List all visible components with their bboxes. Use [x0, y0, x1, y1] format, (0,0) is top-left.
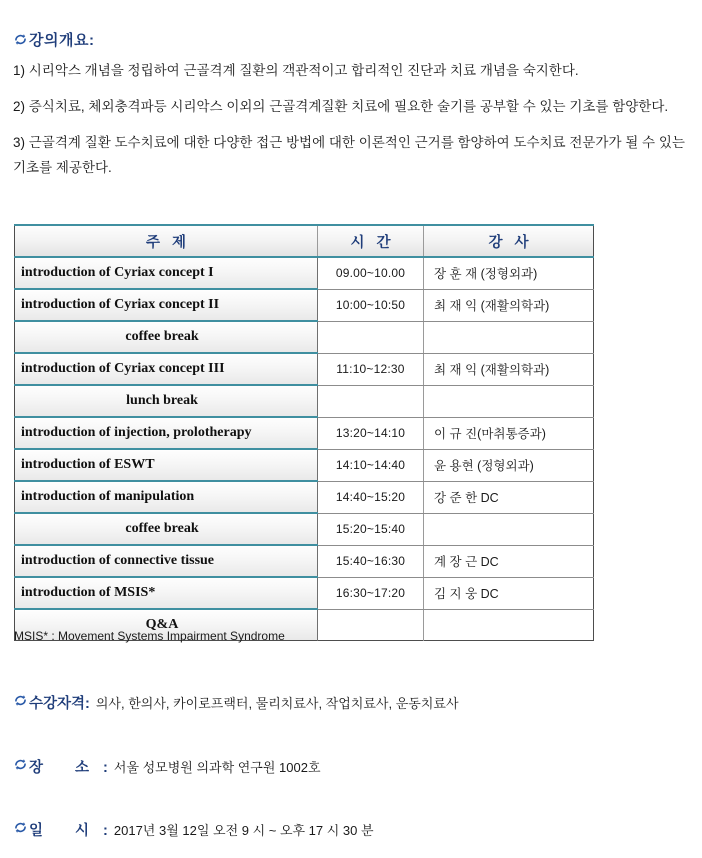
- cell-speaker: [424, 609, 594, 641]
- cell-time: 09.00~10.00: [318, 257, 424, 289]
- cell-time: [318, 609, 424, 641]
- info-value-datetime: 2017년 3월 12일 오전 9 시 ~ 오후 17 시 30 분: [113, 823, 374, 838]
- info-colon: :: [85, 696, 90, 712]
- info-value-eligibility: 의사, 한의사, 카이로프랙터, 물리치료사, 작업치료사, 운동치료사: [95, 696, 459, 711]
- table-row: [15, 481, 594, 513]
- column-header-subject: 주 제: [15, 225, 318, 257]
- table-footnote: MSIS* : Movement Systems Impairment Syndrome: [14, 629, 285, 643]
- cell-subject: lunch break: [15, 385, 318, 417]
- table-row: [15, 257, 594, 289]
- info-colon: :: [103, 823, 108, 839]
- info-colon: :: [103, 760, 108, 776]
- info-label-eligibility: 수강자격: [29, 696, 86, 712]
- cell-subject: Q&A: [15, 609, 318, 641]
- info-line-datetime: [13, 819, 374, 840]
- table-row: [15, 289, 594, 321]
- cell-subject: introduction of Cyriax concept III: [15, 353, 318, 385]
- table-row: [15, 513, 594, 545]
- cell-subject: coffee break: [15, 513, 318, 545]
- table-row: [15, 417, 594, 449]
- info-line-venue: [13, 756, 321, 777]
- cell-time: 15:40~16:30: [318, 545, 424, 577]
- circular-arrow-icon: [13, 693, 28, 708]
- overview-heading-label: 강의개요:: [29, 32, 95, 49]
- cell-subject: introduction of ESWT: [15, 449, 318, 481]
- cell-subject: introduction of connective tissue: [15, 545, 318, 577]
- cell-speaker: 장 훈 재 (정형외과): [424, 257, 594, 289]
- cell-speaker: 계 장 근 DC: [424, 545, 594, 577]
- cell-time: 13:20~14:10: [318, 417, 424, 449]
- circular-arrow-icon: [13, 820, 28, 835]
- info-label-datetime: 일 시: [29, 823, 104, 839]
- cell-time: [318, 385, 424, 417]
- cell-speaker: 최 재 익 (재활의학과): [424, 353, 594, 385]
- overview-item: 3) 근골격계 질환 도수치료에 대한 다양한 접근 방법에 대한 이론적인 근거를 함양하여 도수치료 전문가가 될 수 있는 기초를 제공한다.: [13, 135, 685, 175]
- cell-subject: introduction of MSIS*: [15, 577, 318, 609]
- info-label-venue: 장 소: [29, 760, 104, 776]
- cell-time: 14:10~14:40: [318, 449, 424, 481]
- column-header-time: 시 간: [318, 225, 424, 257]
- table-row: [15, 577, 594, 609]
- cell-time: 11:10~12:30: [318, 353, 424, 385]
- cell-speaker: [424, 385, 594, 417]
- info-value-venue: 서울 성모병원 의과학 연구원 1002호: [113, 760, 321, 775]
- cell-subject: introduction of injection, prolotherapy: [15, 417, 318, 449]
- cell-subject: introduction of manipulation: [15, 481, 318, 513]
- cell-subject: introduction of Cyriax concept I: [15, 257, 318, 289]
- cell-time: 10:00~10:50: [318, 289, 424, 321]
- overview-item: 1) 시리악스 개념을 정립하여 근골격계 질환의 객관적이고 합리적인 진단과 치료 개념을 숙지한다.: [13, 63, 579, 78]
- circular-arrow-icon: [13, 32, 28, 47]
- info-line-eligibility: [13, 692, 459, 713]
- cell-time: 15:20~15:40: [318, 513, 424, 545]
- table-row: [15, 321, 594, 353]
- cell-speaker: [424, 513, 594, 545]
- cell-time: [318, 321, 424, 353]
- cell-time: 16:30~17:20: [318, 577, 424, 609]
- table-row: [15, 545, 594, 577]
- overview-item: 2) 증식치료, 체외충격파등 시리악스 이외의 근골격계질환 치료에 필요한 술기를 공부할 수 있는 기초를 함양한다.: [13, 99, 669, 114]
- schedule-table: [14, 224, 594, 641]
- cell-time: 14:40~15:20: [318, 481, 424, 513]
- cell-speaker: 최 재 익 (재활의학과): [424, 289, 594, 321]
- table-row: [15, 353, 594, 385]
- circular-arrow-icon: [13, 757, 28, 772]
- cell-speaker: 강 준 한 DC: [424, 481, 594, 513]
- cell-speaker: 김 지 웅 DC: [424, 577, 594, 609]
- table-header-row: [15, 225, 594, 257]
- cell-subject: coffee break: [15, 321, 318, 353]
- cell-subject: introduction of Cyriax concept II: [15, 289, 318, 321]
- column-header-speaker: 강 사: [424, 225, 594, 257]
- overview-item-list: [13, 58, 689, 191]
- table-row: [15, 385, 594, 417]
- overview-heading: [13, 29, 94, 50]
- cell-speaker: [424, 321, 594, 353]
- cell-speaker: 이 규 진(마취통증과): [424, 417, 594, 449]
- cell-speaker: 윤 용현 (정형외과): [424, 449, 594, 481]
- table-row: [15, 449, 594, 481]
